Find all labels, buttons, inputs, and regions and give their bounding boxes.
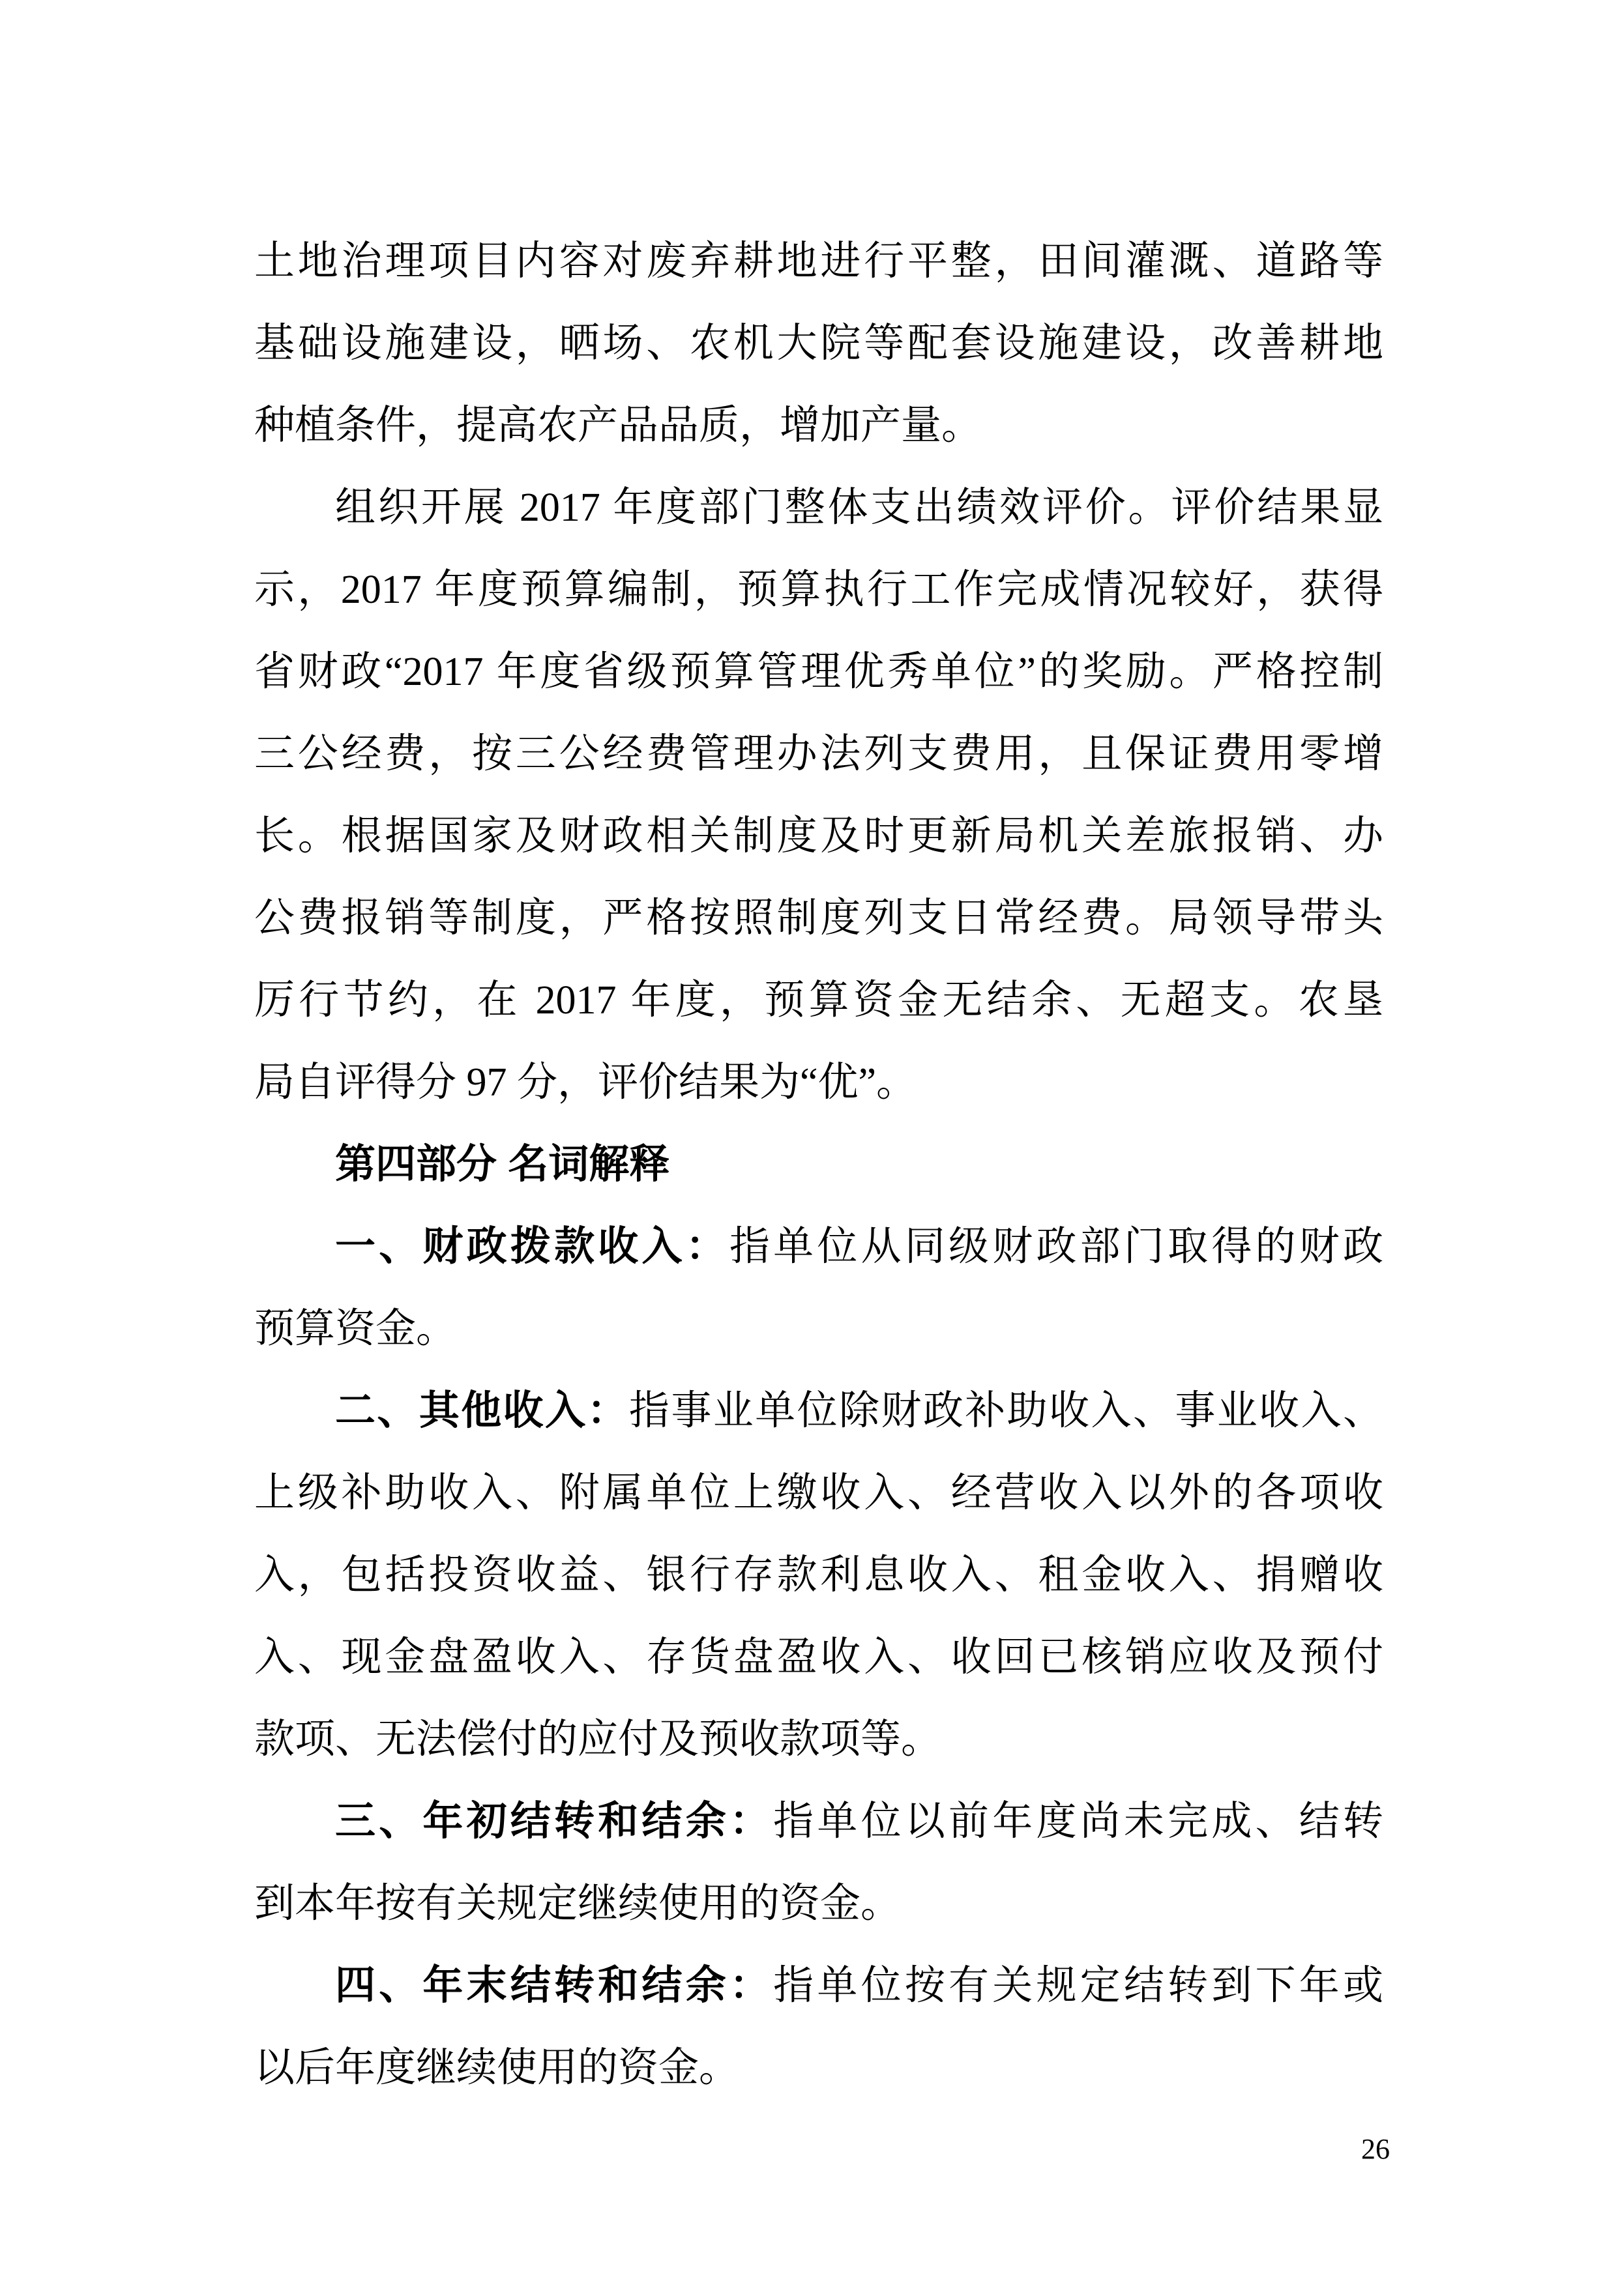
bold-run: 第四部分 名词解释 xyxy=(335,1142,670,1187)
text-run: 预算资金。 xyxy=(254,1307,457,1351)
text-run: 种植条件，提高农产品品质，增加产量。 xyxy=(254,403,982,448)
text-run: 示，2017 年度预算编制，预算执行工作完成情况较好，获得 xyxy=(254,568,1383,612)
text-run: 厉行节约，在 2017 年度，预算资金无结余、无超支。农垦 xyxy=(254,978,1383,1023)
text-line xyxy=(254,713,1383,795)
text-run: 基础设施建设，晒场、农机大院等配套设施建设，改善耕地 xyxy=(254,321,1383,366)
text-run: 到本年按有关规定继续使用的资金。 xyxy=(254,1882,902,1926)
text-run: 以后年度继续使用的资金。 xyxy=(254,2046,740,2090)
text-line xyxy=(254,302,1383,385)
text-line xyxy=(254,1288,1383,1370)
text-run: 指事业单位除财政补助收入、事业收入、 xyxy=(628,1389,1383,1433)
text-run: 指单位从同级财政部门取得的财政 xyxy=(729,1225,1383,1269)
text-line xyxy=(254,959,1383,1041)
text-run: 省财政“2017 年度省级预算管理优秀单位”的奖励。严格控制 xyxy=(254,650,1383,694)
text-line xyxy=(254,1698,1383,1780)
text-run: 款项、无法偿付的应付及预收款项等。 xyxy=(254,1717,942,1762)
text-line xyxy=(254,877,1383,959)
text-run: 指单位按有关规定结转到下年或 xyxy=(773,1964,1383,2008)
text-run: 入、现金盘盈收入、存货盘盈收入、收回已核销应收及预付 xyxy=(254,1635,1383,1679)
text-run: 公费报销等制度，严格按照制度列支日常经费。局领导带头 xyxy=(254,896,1383,940)
text-run: 长。根据国家及财政相关制度及时更新局机关差旅报销、办 xyxy=(254,814,1383,858)
text-run: 组织开展 2017 年度部门整体支出绩效评价。评价结果显 xyxy=(335,486,1383,530)
text-line xyxy=(254,795,1383,877)
text-line xyxy=(254,2027,1383,2109)
text-line xyxy=(254,385,1383,467)
bold-run: 二、其他收入： xyxy=(335,1388,629,1433)
text-line xyxy=(254,1780,1383,1863)
text-line xyxy=(254,220,1383,302)
text-line xyxy=(254,549,1383,631)
text-run: 三公经费，按三公经费管理办法列支费用，且保证费用零增 xyxy=(254,732,1383,776)
text-run: 局自评得分 97 分，评价结果为“优”。 xyxy=(254,1060,917,1105)
text-line xyxy=(254,1534,1383,1616)
text-line xyxy=(254,1616,1383,1698)
text-line xyxy=(254,1452,1383,1534)
text-line xyxy=(254,467,1383,549)
text-run: 指单位以前年度尚未完成、结转 xyxy=(773,1799,1383,1844)
section-heading xyxy=(254,1124,1383,1206)
bold-run: 四、年末结转和结余： xyxy=(335,1963,774,2008)
text-line xyxy=(254,1863,1383,1945)
text-line xyxy=(254,1206,1383,1288)
bold-run: 一、财政拨款收入： xyxy=(335,1224,729,1269)
text-line xyxy=(254,1370,1383,1452)
text-run: 入，包括投资收益、银行存款利息收入、租金收入、捐赠收 xyxy=(254,1553,1383,1597)
text-line xyxy=(254,1945,1383,2027)
text-line xyxy=(254,1041,1383,1124)
text-line xyxy=(254,631,1383,713)
text-run: 土地治理项目内容对废弃耕地进行平整，田间灌溉、道路等 xyxy=(254,239,1383,283)
document-body xyxy=(254,220,1383,2109)
text-run: 上级补助收入、附属单位上缴收入、经营收入以外的各项收 xyxy=(254,1471,1383,1515)
bold-run: 三、年初结转和结余： xyxy=(335,1799,774,1844)
page-number: 26 xyxy=(1361,2133,1390,2165)
